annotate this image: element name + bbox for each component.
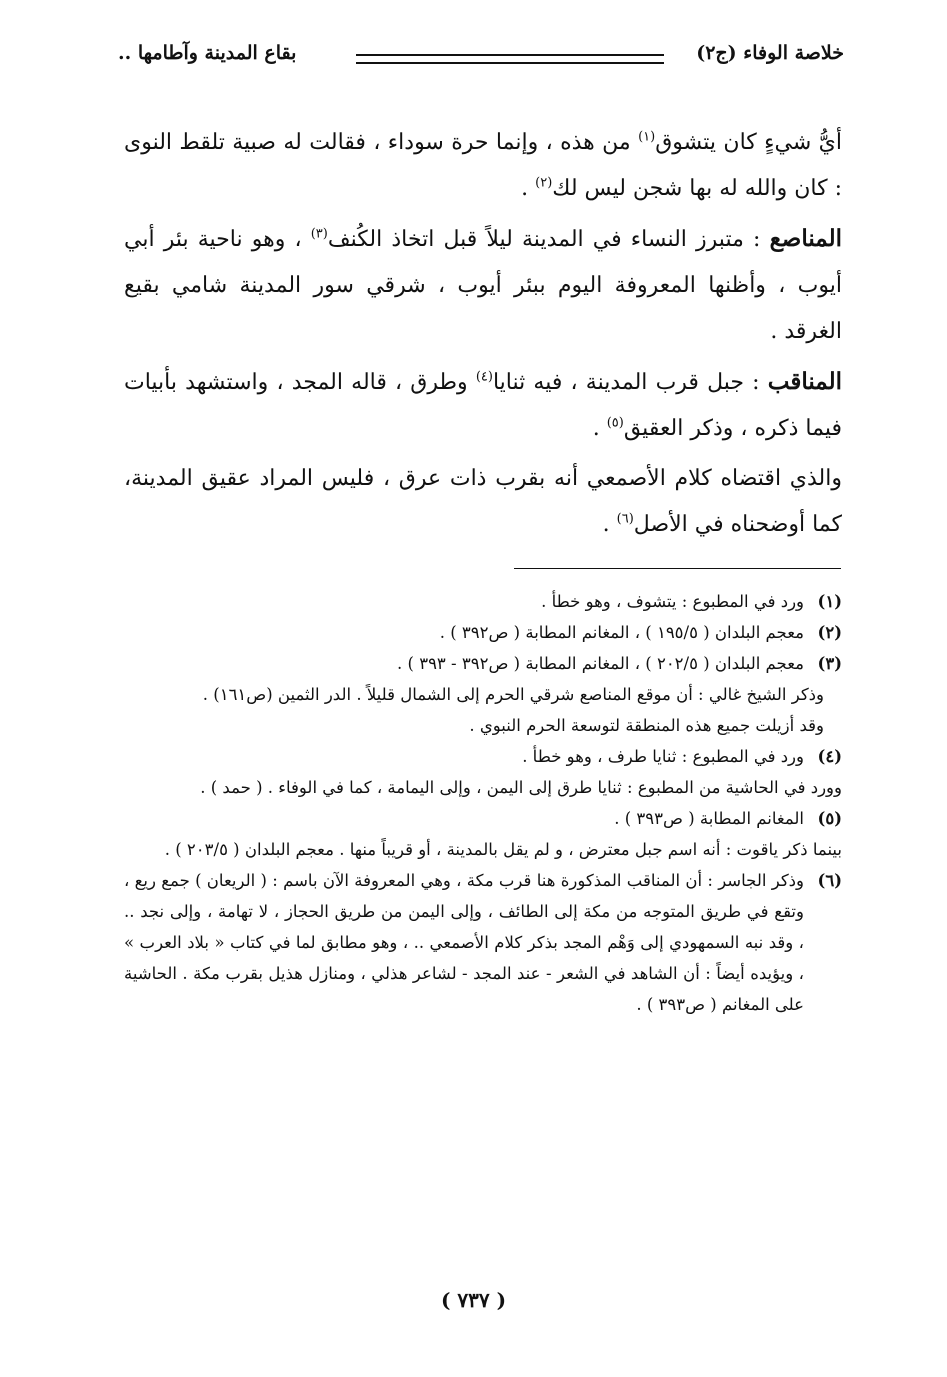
footnote-number: (٤) xyxy=(817,747,842,766)
book-title: خلاصة الوفاء (ج٢) xyxy=(696,42,844,64)
footnote-3-continuation: وذكر الشيخ غالي : أن موقع المناصع شرقي الحرم إلى الشمال قليلاً . الدر الثمين (ص١٦١) . xyxy=(202,685,824,704)
footnote-2: (٢) معجم البلدان ( ١٩٥/٥ ) ، المغانم المطابة ( ص٣٩٢ ) . xyxy=(124,617,842,648)
running-header xyxy=(118,38,844,78)
footnotes xyxy=(124,586,842,1020)
footnote-3: (٣) معجم البلدان ( ٢٠٢/٥ ) ، المغانم المطابة ( ص٣٩٢ - ٣٩٣ ) . xyxy=(124,648,842,679)
footnote-number: (٦) xyxy=(817,871,842,890)
footnote-ref-3[interactable]: (٣) xyxy=(310,226,328,242)
footnote-number: (٢) xyxy=(817,623,842,642)
paragraph-manaqib: المناقب : جبل قرب المدينة ، فيه ثنايا$^{(٤)}$ وطرق ، قاله المجد ، واستشهد بأبيات فيما ذكره ، وذكر العقيق$^{(٥)}$ . xyxy=(124,368,842,441)
paragraph-1: أيُّ شيءٍ كان يتشوق$^{(١)}$ من هذه ، وإنما حرة سوداء ، فقالت له صبية تلقط النوى : كان والله له بها شجن ليس لك$^{(٢)}$ . xyxy=(124,129,842,201)
footnote-separator xyxy=(514,568,841,569)
paragraph-4: والذي اقتضاه كلام الأصمعي أنه بقرب ذات عرق ، فليس المراد عقيق المدينة، كما أوضحناه في الأصل$^{(٦)}$ . xyxy=(124,466,842,537)
page-number: ( ٧٣٧ ) xyxy=(440,1288,507,1312)
footnote-4: (٤) ورد في المطبوع : ثنايا طرف ، وهو خطأ . xyxy=(124,741,842,772)
footnote-number: (١) xyxy=(817,592,842,611)
header-rule xyxy=(356,54,664,64)
footnote-5-continuation: بينما ذكر ياقوت : أنه اسم جبل معترض ، و لم يقل بالمدينة ، أو قريباً منها . معجم البلدان ( ٢٠٣/٥ ) . xyxy=(164,840,842,859)
footnote-3-continuation: وقد أزيلت جميع هذه المنطقة لتوسعة الحرم النبوي . xyxy=(469,716,824,735)
footnote-5: (٥) المغانم المطابة ( ص٣٩٣ ) . xyxy=(124,803,842,834)
main-text xyxy=(124,120,842,548)
footnote-ref-4[interactable]: (٤) xyxy=(475,369,493,385)
footnote-ref-2[interactable]: (٢) xyxy=(535,175,553,191)
footnote-1: (١) ورد في المطبوع : يتشوف ، وهو خطأ . xyxy=(124,586,842,617)
footnote-ref-5[interactable]: (٥) xyxy=(606,415,624,431)
footnote-ref-6[interactable]: (٦) xyxy=(616,511,634,527)
footnote-ref-1[interactable]: (١) xyxy=(638,129,656,145)
footnote-4-continuation: وورد في الحاشية من المطبوع : ثنايا طرق إلى اليمن ، وإلى اليمامة ، كما في الوفاء . ( حمد ) . xyxy=(200,778,842,797)
footnote-number: (٥) xyxy=(817,809,842,828)
section-title: بقاع المدينة وآطامها .. xyxy=(118,42,297,64)
footnote-number: (٣) xyxy=(817,654,842,673)
paragraph-manasi: المناصع : متبرز النساء في المدينة ليلاً قبل اتخاذ الكُنف$^{(٣)}$ ، وهو ناحية بئر أبي أيوب ، وأظنها المعروفة اليوم ببئر أيوب ، شرقي سور المدينة شامي بقيع الغرقد . xyxy=(124,225,842,344)
term-manasi: المناصع xyxy=(769,225,842,252)
term-manaqib: المناقب xyxy=(767,368,842,395)
footnote-6: (٦) وذكر الجاسر : أن المناقب المذكورة هنا قرب مكة ، وهي المعروفة الآن باسم : ( الريعان ) جمع ريع ، وتقع في طريق المتوجه من مكة إلى الطائف ، وإلى اليمن من طريق الحجاز ، لا تهامة ، وإلى نجد .. ، وقد نبه السمهودي إلى وَهْم المجد بذكر كلام الأصمعي .. ، وهو مطابق لما في كتاب « بلاد العرب » ، ويؤيده أيضاً : أن الشاهد في الشعر - عند المجد - لشاعر هذلي ، ومنازل هذيل بقرب مكة . الحاشية على المغانم ( ص٣٩٣ ) . xyxy=(124,865,842,1020)
